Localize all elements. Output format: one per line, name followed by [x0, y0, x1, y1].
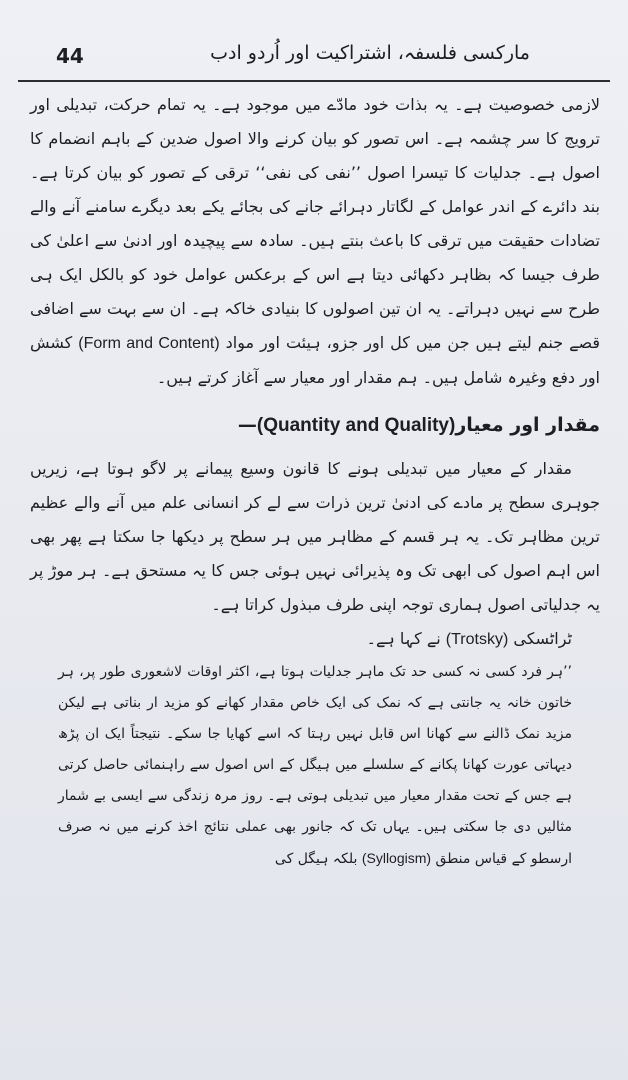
trotsky-latin: (Trotsky)	[445, 631, 509, 648]
header-rule	[18, 80, 610, 82]
trotsky-end: نے کہا ہے۔	[366, 629, 441, 648]
paragraph-1-end: کشش اور دفع وغیرہ شامل ہیں۔ ہم مقدار اور معیار سے آغاز کرتے ہیں۔	[30, 333, 600, 387]
page-body	[30, 88, 600, 875]
quote-latin: (Syllogism)	[361, 850, 432, 866]
running-title: مارکسی فلسفہ، اشتراکیت اور اُردو ادب	[210, 42, 530, 64]
quote-end: بلکہ ہیگل کی	[274, 851, 358, 867]
heading-latin: (Quantity and Quality)	[256, 415, 456, 436]
paragraph-1-latin: (Form and Content)	[78, 335, 220, 352]
paragraph-1	[30, 88, 600, 395]
paragraph-1-text: لازمی خصوصیت ہے۔ یہ بذات خود مادّے میں موجود ہے۔ یہ تمام حرکت، تبدیلی اور ترویج کا سر چشمہ ہے۔ اس تصور کو بیان کرنے والا اصول ضدین کے باہم انضمام کا اصول ہے۔ جدلیات کا تیسرا اصول ’’نفی کی نفی‘‘ ترقی کے تصور کو بیان کرتا ہے۔ بند دائرے کے اندر عوامل کے لگاتار دہرائے جانے کی بجائے یکے بعد دیگرے سامنے آنے والے تضادات حقیقت میں ترقی کا باعث بنتے ہیں۔ سادہ سے پیچیدہ اور ادنیٰ سے اعلیٰ کی طرف جیسا کہ بظاہر دکھائی دیتا ہے اس کے برعکس عوامل خود کو بالکل ایک ہی طرح سے نہیں دہراتے۔ یہ ان تین اصولوں کا بنیادی خاکہ ہے۔ ان سے بہت سے اضافی قصے جنم لیتے ہیں جن میں کل اور جزو، ہیئت اور مواد	[30, 95, 600, 352]
trotsky-line	[30, 622, 600, 657]
block-quote	[58, 657, 572, 875]
page-header	[18, 38, 610, 84]
heading-dash: —	[237, 414, 257, 436]
quote-text: ’’ہر فرد کسی نہ کسی حد تک ماہر جدلیات ہوتا ہے، اکثر اوقات لاشعوری طور پر، ہر خاتون خانہ یہ جانتی ہے کہ نمک کی ایک خاص مقدار کھانے کو مزید ار بناتی ہے لیکن مزید نمک ڈالنے سے کھانا اس قابل نہیں رہتا کہ اسے کھایا جا سکے۔ نتیجتاً ایک ان پڑھ دیہاتی عورت کھانا پکانے کے سلسلے میں ہیگل کے اس اصول سے راہنمائی حاصل کرتی ہے جس کے تحت مقدار معیار میں تبدیلی ہوتی ہے۔ روز مرہ زندگی سے ایسی بے شمار مثالیں دی جا سکتی ہیں۔ یہاں تک کہ جانور بھی عملی نتائج اخذ کرنے میں نہ صرف ارسطو کے قیاس منطق	[58, 664, 572, 867]
heading-urdu: مقدار اور معیار	[455, 414, 600, 436]
page-number: 44	[56, 44, 84, 68]
trotsky-urdu: ٹراٹسکی	[513, 629, 572, 648]
section-heading	[30, 409, 600, 442]
paragraph-2: مقدار کے معیار میں تبدیلی ہونے کا قانون وسیع پیمانے پر لاگو ہوتا ہے، زیریں جوہری سطح پر مادے کی ادنیٰ ترین ذرات سے لے کر انسانی علم میں آنے والے عظیم ترین مظاہر تک۔ یہ ہر قسم کے مظاہر میں ہر سطح پر دیکھا جا سکتا ہے پھر بھی اس اہم اصول کی ابھی تک وہ پذیرائی نہیں ہوئی جس کا یہ مستحق ہے۔ ہر موڑ پر یہ جدلیاتی اصول ہماری توجہ اپنی طرف مبذول کراتا ہے۔	[30, 459, 600, 614]
